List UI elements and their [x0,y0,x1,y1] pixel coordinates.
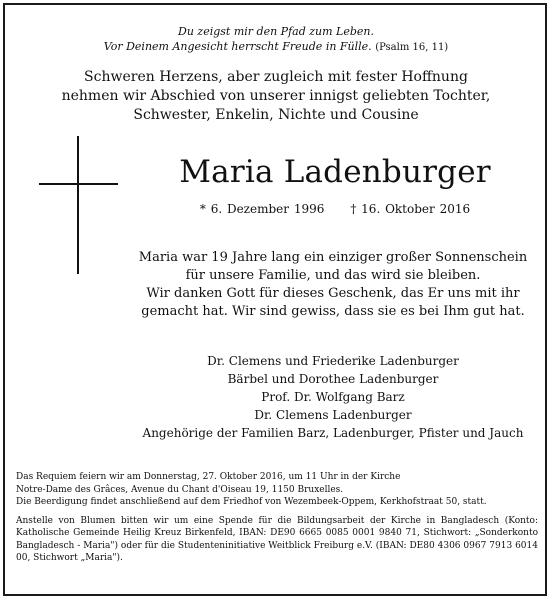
verse-line-2 [0,39,552,55]
donation-info: Anstelle von Blumen bitten wir um eine Spende für die Bildungsarbeit der Kirche in Bangladesch (Konto: Katholische Gemeinde Heilig Kreuz Birkenfeld, IBAN: DE90 6665 0085 0001 9840 71, Stichwort: „Sonderkonto Bangladesch - Maria") oder für die Studenteninitiative Weitblick Freiburg e.V. (IBAN: DE80 4306 0967 7913 6014 00, Stichwort „Maria"). [16,515,538,563]
bible-verse [0,24,552,55]
tribute-text [120,249,546,321]
tribute-line: Wir danken Gott für dieses Geschenk, das Er uns mit ihr [146,286,520,301]
intro-line: nehmen wir Abschied von unserer innigst geliebten Tochter, [61,88,491,104]
deceased-name: Maria Ladenburger [179,154,491,190]
tribute-line: für unsere Familie, und das wird sie bleiben. [185,268,481,283]
mourner: Bärbel und Dorothee Ladenburger [227,372,439,386]
intro-text [0,68,552,125]
cross-icon-horizontal [39,183,118,185]
death-date: † 16. Oktober 2016 [350,202,471,216]
service-line: Das Requiem feiern wir am Donnerstag, 27. Oktober 2016, um 11 Uhr in der Kirche [16,472,401,482]
verse-line-1: Du zeigst mir den Pfad zum Leben. [178,25,374,38]
intro-line: Schwester, Enkelin, Nichte und Cousine [133,107,419,123]
tribute-line: Maria war 19 Jahre lang ein einziger großer Sonnenschein [138,250,528,265]
service-info [16,471,538,509]
life-dates [140,201,530,217]
birth-date: * 6. Dezember 1996 [199,202,325,216]
mourner: Angehörige der Familien Barz, Ladenburger, Pfister und Jauch [142,426,524,440]
service-line: Die Beerdigung findet anschließend auf dem Friedhof von Wezembeek-Oppem, Kerkhofstraat 50, statt. [16,497,487,507]
cross-icon-vertical [77,136,79,274]
verse-line-2-text: Vor Deinem Angesicht herrscht Freude in Fülle. [103,40,372,53]
service-line: Notre-Dame des Grâces, Avenue du Chant d'Oiseau 19, 1150 Bruxelles. [16,484,344,495]
service-details [16,471,538,565]
tribute-line: gemacht hat. Wir sind gewiss, dass sie es bei Ihm gut hat. [141,304,525,319]
mourners-list [120,352,546,442]
mourner: Dr. Clemens und Friederike Ladenburger [207,354,459,368]
mourner: Prof. Dr. Wolfgang Barz [261,390,405,404]
verse-reference: (Psalm 16, 11) [375,42,449,53]
mourner: Dr. Clemens Ladenburger [254,408,412,422]
intro-line: Schweren Herzens, aber zugleich mit fester Hoffnung [84,69,468,85]
